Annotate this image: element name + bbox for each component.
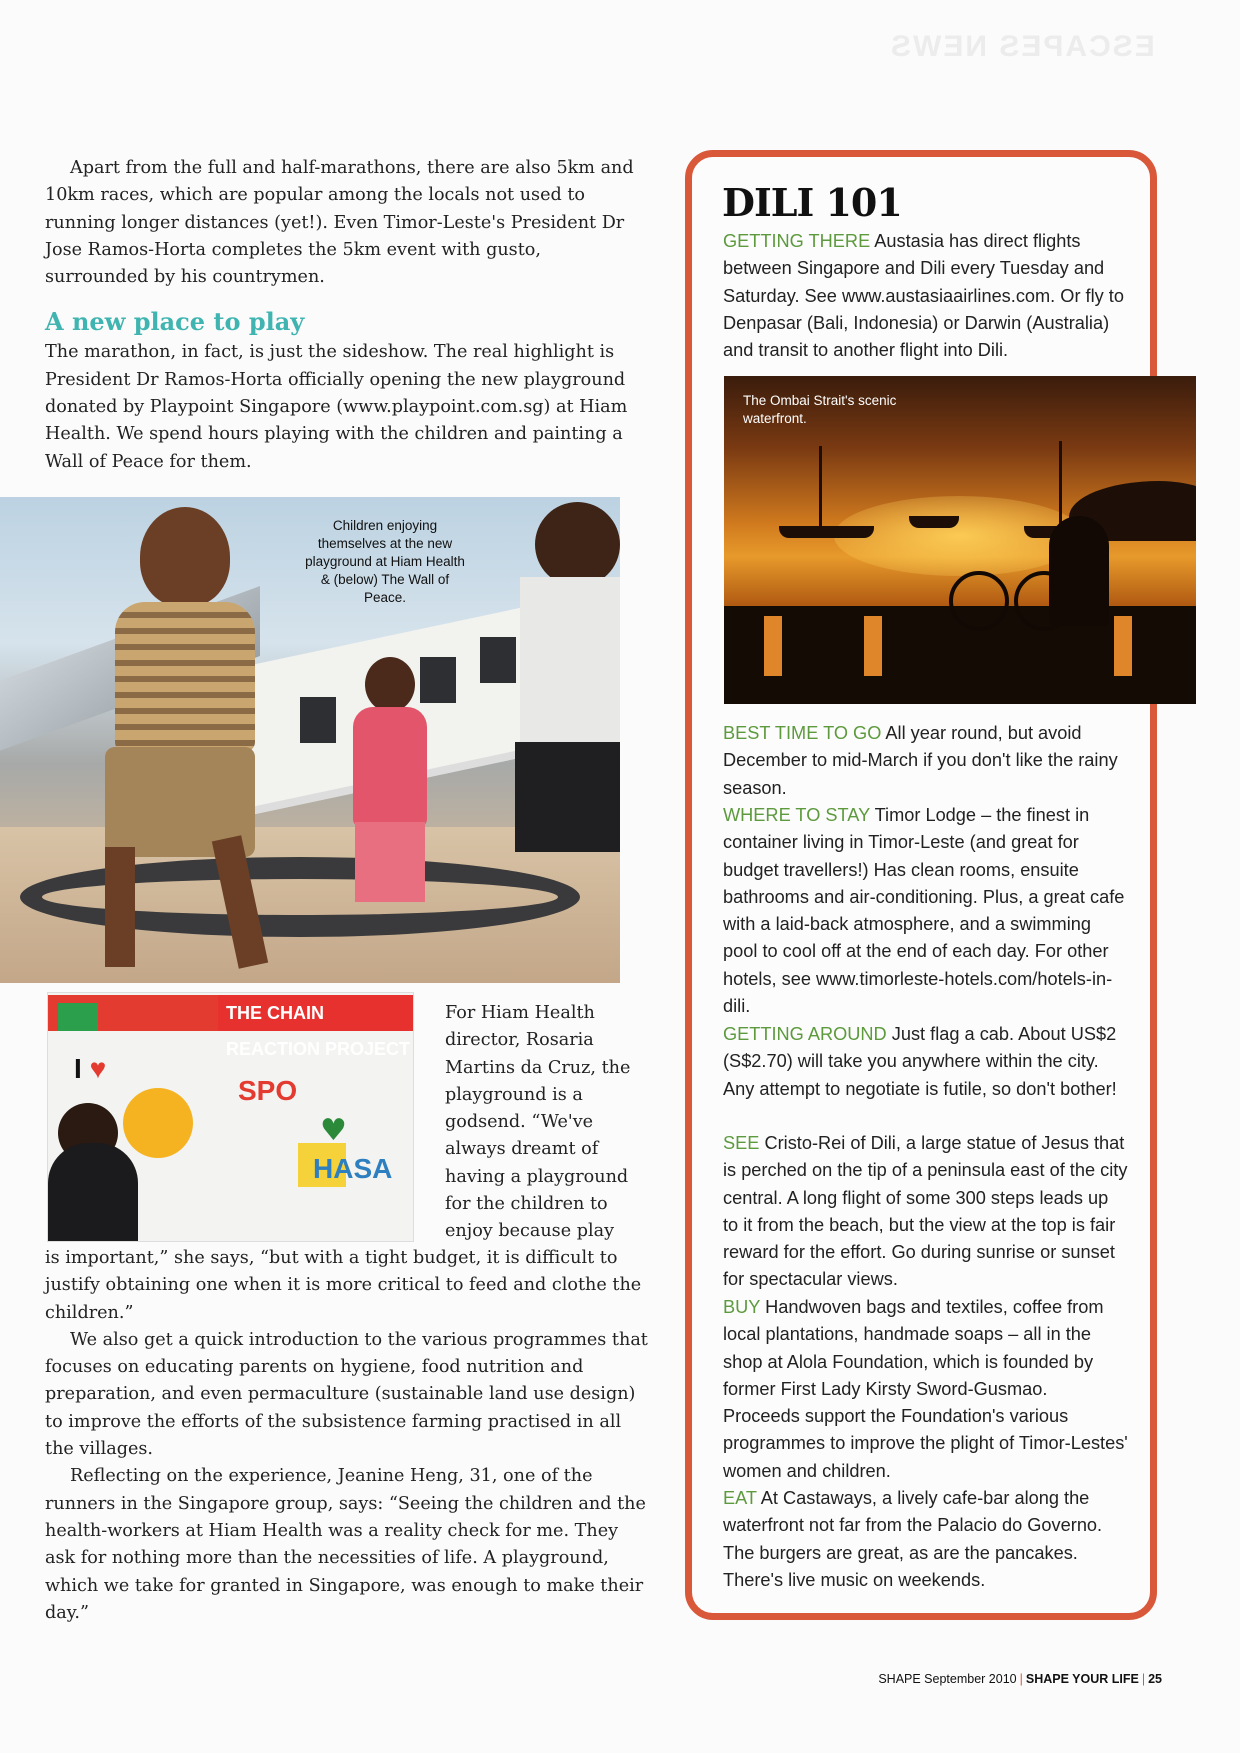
where-to-stay-text: Timor Lodge – the finest in container living in Timor-Leste (and great for budget travellers!) Has clean rooms, ensuite bathrooms and air-conditioning. Plus, a great cafe with a laid-back atmosphere, and a swimming pool to cool off at the end of each day. For other hotels, see www.timorleste-hotels.com/hotels-in-dili.	[723, 805, 1125, 1017]
page-number: 25	[1148, 1672, 1162, 1686]
article-subhead: A new place to play	[45, 307, 305, 337]
sidebar-where-to-stay	[723, 802, 1128, 1020]
boy-figure-right	[515, 497, 620, 977]
bicycle-wheel	[949, 571, 1009, 631]
mirrored-header-ghost: ESCAPES NEWS	[889, 30, 1155, 63]
see-text: Cristo-Rei of Dili, a large statue of Jesus that is perched on the tip of a peninsula east of the city central. A long flight of some 300 steps leads up to it from the beach, but the view at the top is fair reward for the effort. Go during sunrise or sunset for spectacular views.	[723, 1133, 1128, 1290]
heart-icon: ♥	[89, 1053, 107, 1084]
wall-of-peace-photo	[47, 992, 414, 1242]
sidebar-getting-there	[723, 228, 1128, 364]
painter-figure	[48, 1143, 138, 1242]
green-heart-icon: ♥	[320, 1113, 347, 1148]
pier-gap	[1114, 616, 1132, 676]
sidebar-getting-around	[723, 1021, 1128, 1103]
window-shape	[480, 637, 516, 683]
boat-silhouette	[909, 516, 959, 528]
sun-drawing	[123, 1088, 193, 1158]
article-paragraph-4: We also get a quick introduction to the various programmes that focuses on educating parents on hygiene, food nutrition and preparation, and even permaculture (sustainable land use design) to improve the efforts of the subsistence farming practised in all the villages.	[45, 1329, 648, 1460]
article-paragraph-5: Reflecting on the experience, Jeanine Heng, 31, one of the runners in the Singapore group, says: “Seeing the children and the health-workers at Hiam Health was a reality check for me. They ask for nothing more than the necessities of life. A playground, which we take for granted in Singapore, was enough to make their day.”	[45, 1466, 646, 1623]
sunset-photo-caption: The Ombai Strait's scenic waterfront.	[743, 393, 897, 426]
wall-hasa-text: HASA	[313, 1153, 393, 1184]
sidebar-see	[723, 1130, 1128, 1294]
sidebar-title: DILI 101	[722, 180, 902, 225]
footer-magazine: SHAPE September 2010	[878, 1672, 1017, 1686]
wall-tile-green	[58, 1003, 98, 1031]
getting-there-label: GETTING THERE	[723, 231, 871, 251]
article-upper	[45, 155, 645, 476]
article-paragraph-3-side: For Hiam Health director, Rosaria Martins da Cruz, the playground is a godsend. “We've always dreamt of having a playground for the children to enjoy because play	[445, 1003, 631, 1242]
getting-around-label: GETTING AROUND	[723, 1024, 887, 1044]
sidebar-best-time	[723, 720, 1128, 802]
footer-separator: |	[1019, 1672, 1023, 1686]
best-time-label: BEST TIME TO GO	[723, 723, 882, 743]
boat-silhouette	[779, 526, 874, 538]
boy-figure	[95, 507, 265, 977]
wall-chain-banner: THE CHAIN REACTION PROJECT	[218, 995, 413, 1031]
playground-photo-caption: Children enjoying themselves at the new playground at Hiam Health & (below) The Wall of Peace.	[305, 518, 465, 605]
eat-text: At Castaways, a lively cafe-bar along the waterfront not far from the Palacio do Governo. The burgers are great, as are the pancakes. There's live music on weekends.	[723, 1488, 1103, 1590]
eat-label: EAT	[723, 1488, 757, 1508]
article-paragraph-2: The marathon, in fact, is just the sideshow. The real highlight is President Dr Ramos-Horta officially opening the new playground donated by Playpoint Singapore (www.playpoint.com.sg) at Hiam Health. We spend hours playing with the children and painting a Wall of Peace for them.	[45, 342, 628, 472]
cyclist-silhouette	[1049, 516, 1109, 626]
page-footer	[878, 1672, 1162, 1686]
girl-figure	[335, 657, 445, 937]
getting-around-text: Just flag a cab. About US$2 (S$2.70) will take you anywhere within the city. Any attempt to negotiate is futile, so don't bother!	[723, 1024, 1117, 1099]
sidebar-eat	[723, 1485, 1128, 1594]
pier-gap	[764, 616, 782, 676]
getting-there-text: Austasia has direct flights between Singapore and Dili every Tuesday and Saturday. See www.austasiaairlines.com. Or fly to Denpasar (Bali, Indonesia) or Darwin (Australia) and transit to another flight into Dili.	[723, 231, 1124, 361]
best-time-text: All year round, but avoid December to mid-March if you don't like the rainy season.	[723, 723, 1118, 798]
buy-label: BUY	[723, 1297, 761, 1317]
wall-i-letter: I	[74, 1053, 82, 1084]
footer-section: SHAPE YOUR LIFE	[1025, 1672, 1139, 1686]
footer-separator: |	[1141, 1672, 1146, 1686]
window-shape	[300, 697, 336, 743]
wall-i-love-text	[74, 1053, 106, 1085]
where-to-stay-label: WHERE TO STAY	[723, 805, 870, 825]
see-label: SEE	[723, 1133, 760, 1153]
wall-spo-text: SPO	[238, 1075, 298, 1106]
pier-gap	[864, 616, 882, 676]
buy-text: Handwoven bags and textiles, coffee from local plantations, handmade soaps – all in the shop at Alola Foundation, which is founded by former First Lady Kirsty Sword-Gusmao. Proceeds support the Foundation's various programmes to improve the plight of Timor-Lestes' women and children.	[723, 1297, 1128, 1481]
sidebar-buy	[723, 1294, 1128, 1485]
boat-mast	[819, 446, 822, 536]
article-paragraph-3-rest: is important,” she says, “but with a tight budget, it is difficult to justify obtaining one when it is more critical to feed and clothe the children.”	[45, 1248, 642, 1323]
article-paragraph-1: Apart from the full and half-marathons, there are also 5km and 10km races, which are popular among the locals not used to running longer distances (yet!). Even Timor-Leste's President Dr Jose Ramos-Horta completes the 5km event with gusto, surrounded by his countrymen.	[45, 158, 634, 288]
article-lower	[45, 1245, 650, 1627]
